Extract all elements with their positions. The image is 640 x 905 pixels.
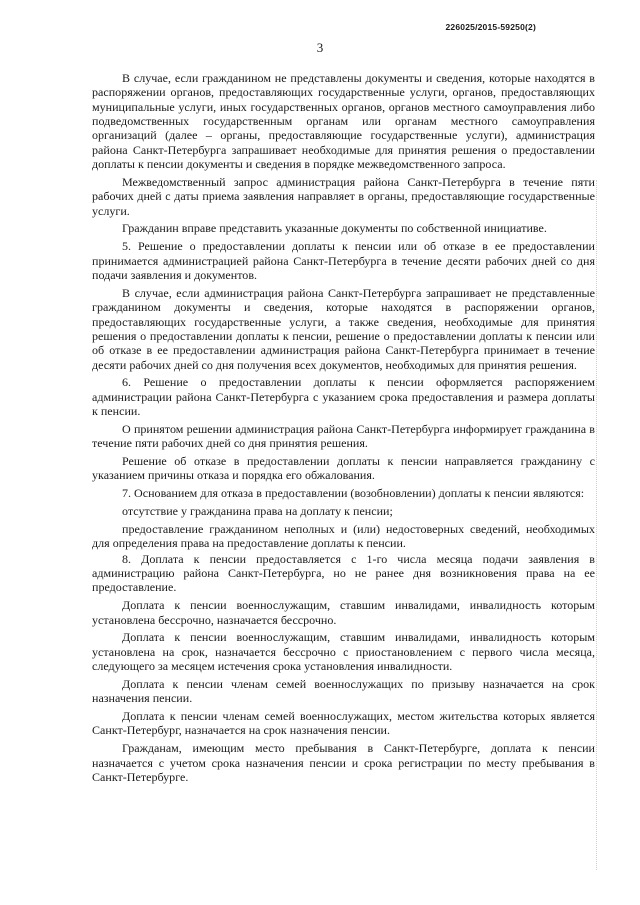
paragraph-disability-permanent: Доплата к пенсии военнослужащим, ставшим инвалидами, инвалидность которым установлена бессрочно, назначается бессрочно. <box>92 598 595 627</box>
page-number: 3 <box>316 40 324 55</box>
paragraph-item-8: 8. Доплата к пенсии предоставляется с 1-го числа месяца подачи заявления в администрацию района Санкт-Петербурга, но не ранее дня возникновения права на ее предоставление. <box>92 551 595 595</box>
paragraph-disability-term: Доплата к пенсии военнослужащим, ставшим инвалидами, инвалидность которым установлена на срок, назначается бессрочно с приостановлением с первого числа месяца, следующего за месяцем истечения срока установления инвалидности. <box>92 630 595 674</box>
paragraph-family-residents: Доплата к пенсии членам семей военнослужащих, местом жительства которых является Санкт-Петербург, назначается на срок назначения пенсии. <box>92 709 595 738</box>
scan-margin-line <box>596 180 597 870</box>
paragraph-refusal-notice: Решение об отказе в предоставлении доплаты к пенсии направляется гражданину с указанием причины отказа и порядка его обжалования. <box>92 454 595 483</box>
paragraph-item-6: 6. Решение о предоставлении доплаты к пенсии оформляется распоряжением администрации района Санкт-Петербурга с указанием срока предоставления и размера доплаты к пенсии. <box>92 375 595 419</box>
paragraph-missing-documents: В случае, если гражданином не представлены документы и сведения, которые находятся в распоряжении органов, предоставляющих государственные услуги, органов, предоставляющих муниципальные услуги, иных государственных органов, органов местного самоуправления либо подведомственных государственным органам или органам местного самоуправления организаций (далее – органы, предоставляющие государственные услуги), администрация района Санкт-Петербурга запрашивает необходимые для принятия решения о предоставлении доплаты к пенсии документы и сведения в порядке межведомственного запроса. <box>92 71 595 172</box>
paragraph-own-initiative: Гражданин вправе представить указанные документы по собственной инициативе. <box>122 221 547 236</box>
paragraph-interagency-request: Межведомственный запрос администрация района Санкт-Петербурга в течение пяти рабочих дней с даты приема заявления направляет в органы, предоставляющие государственные услуги. <box>92 174 595 218</box>
paragraph-item-5: 5. Решение о предоставлении доплаты к пенсии или об отказе в ее предоставлении принимается администрацией района Санкт-Петербурга в течение десяти рабочих дней со дня подачи заявления и документов. <box>92 239 595 282</box>
document-body <box>92 71 595 788</box>
paragraph-temporary-stay: Гражданам, имеющим место пребывания в Санкт-Петербурге, доплата к пенсии назначается с учетом срока назначения пенсии и срока регистрации по месту пребывания в Санкт-Петербурге. <box>92 741 595 784</box>
paragraph-item-5-request-case: В случае, если администрация района Санкт-Петербурга запрашивает не представленные гражданином документы и сведения, которые находятся в распоряжении органов, предоставляющих государственные услуги, а также сведения, необходимые для принятия решения о предоставлении доплаты к пенсии, решение о предоставлении доплаты к пенсии или об отказе в ее предоставлении администрация района Санкт-Петербурга принимает в течение десяти рабочих дней со дня получения всех документов, необходимых для принятия решения. <box>92 285 595 372</box>
paragraph-refusal-reason-1: отсутствие у гражданина права на доплату к пенсии; <box>122 504 393 519</box>
paragraph-decision-notice: О принятом решении администрация района Санкт-Петербурга информирует гражданина в течение пяти рабочих дней со дня принятия решения. <box>92 421 595 451</box>
document-registration-number: 226025/2015-59250(2) <box>445 22 536 32</box>
paragraph-family-conscripts: Доплата к пенсии членам семей военнослужащих по призыву назначается на срок назначения пенсии. <box>92 676 595 706</box>
paragraph-item-7: 7. Основанием для отказа в предоставлении (возобновлении) доплаты к пенсии являются: <box>122 486 585 501</box>
paragraph-refusal-reason-2: предоставление гражданином неполных и (или) недостоверных сведений, необходимых для определения права на предоставление доплаты к пенсии. <box>92 521 595 551</box>
